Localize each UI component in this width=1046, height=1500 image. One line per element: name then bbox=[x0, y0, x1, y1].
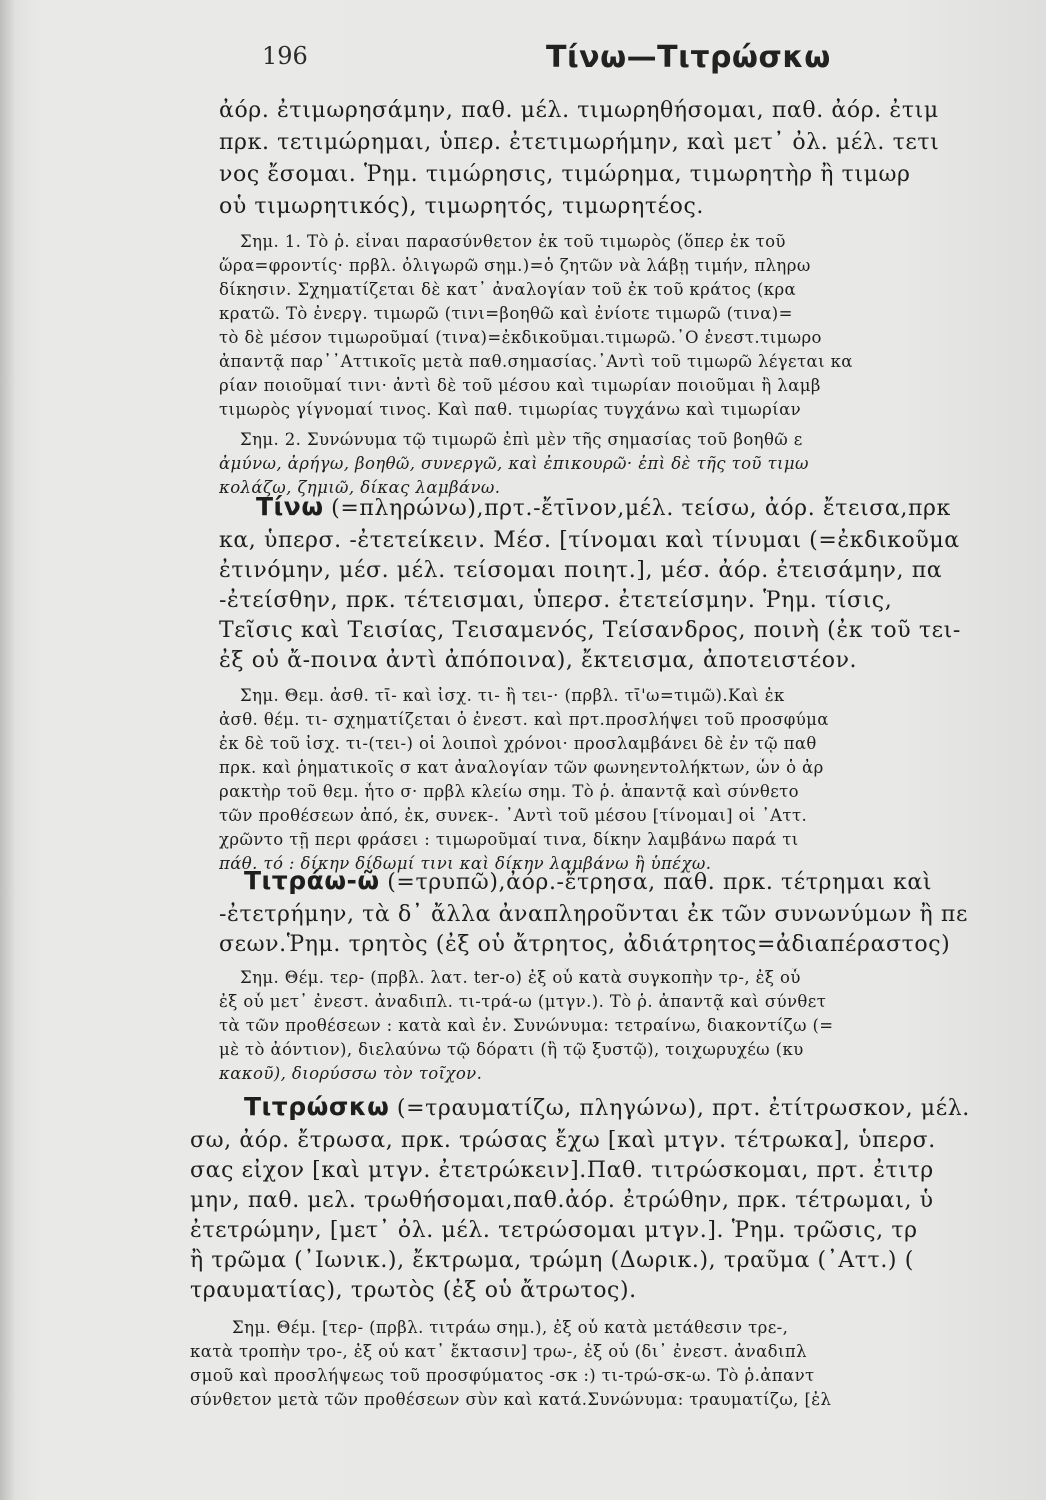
note-line: σμοῦ καὶ προσλήψεως τοῦ προσφύματος -σκ :) τι-τρώ-σκ-ω. Τὸ ῥ.ἀπαντ bbox=[190, 1366, 815, 1385]
note-line: χρῶντο τῇ περι φράσει : τιμωροῦμαί τινα, δίκην λαμβάνω παρά τι bbox=[219, 830, 799, 849]
note-line: Σημ. 2. Συνώνυμα τῷ τιμωρῶ ἐπὶ μὲν τῆς σημασίας τοῦ βοηθῶ ε bbox=[240, 430, 803, 449]
text-line: οὗ τιμωρητικός), τιμωρητός, τιμωρητέος. bbox=[219, 194, 704, 219]
note-line: ρακτὴρ τοῦ θεμ. ἦτο σ· πρβλ κλείω σημ. Τὸ ῥ. ἀπαντᾷ καὶ σύνθετο bbox=[219, 782, 800, 801]
note-line: ὥρα=φροντίς· πρβλ. ὀλιγωρῶ σημ.)=ὁ ζητῶν νὰ λάβῃ τιμήν, πληρω bbox=[219, 256, 811, 275]
note-line: κατὰ τροπὴν τρο-, ἐξ οὗ κατ᾽ ἔκτασιν] τρω-, ἐξ οὗ (δι᾽ ἐνεστ. ἀναδιπλ bbox=[190, 1342, 807, 1361]
text-line: κα, ὑπερσ. -ἐτετείκειν. Μέσ. [τίνομαι καὶ τίνυμαι (=ἐκδικοῦμα bbox=[219, 528, 960, 553]
entry-headword: Τιτράω-ῶ bbox=[244, 866, 380, 895]
note-line: τῶν προθέσεων ἀπό, ἐκ, συνεκ-. ᾽Αντὶ τοῦ μέσου [τίνομαι] οἱ ᾽Αττ. bbox=[219, 806, 808, 825]
text-line: τραυματίας), τρωτὸς (ἐξ οὗ ἄτρωτος). bbox=[190, 1278, 637, 1303]
note-line: μὲ τὸ ἀόντιον), διελαύνω τῷ δόρατι (ἢ τῷ ξυστῷ), τοιχωρυχέω (κυ bbox=[219, 1040, 804, 1059]
text-line: ἢ τρῶμα (᾽Ιωνικ.), ἔκτρωμα, τρώμη (Δωρικ.), τραῦμα (᾽Αττ.) ( bbox=[190, 1248, 914, 1273]
text-line: ἀόρ. ἐτιμωρησάμην, παθ. μέλ. τιμωρηθήσομαι, παθ. ἀόρ. ἐτιμ bbox=[219, 98, 939, 123]
text-line: ἐξ οὗ ἄ-ποινα ἀντὶ ἀπόποινα), ἔκτεισμα, ἀποτειστέον. bbox=[219, 648, 858, 673]
note-line: σύνθετον μετὰ τῶν προθέσεων σὺν καὶ κατά.Συνώνυμα: τραυματίζω, [ἐλ bbox=[190, 1390, 832, 1409]
text-line: Τεῖσις καὶ Τεισίας, Τεισαμενός, Τείσανδρος, ποινὴ (ἐκ τοῦ τει- bbox=[219, 618, 961, 643]
text-line: μην, παθ. μελ. τρωθήσομαι,παθ.ἀόρ. ἐτρώθην, πρκ. τέτρωμαι, ὑ bbox=[190, 1188, 934, 1213]
note-line: Σημ. Θέμ. τερ- (πρβλ. λατ. ter-o) ἐξ οὗ κατὰ συγκοπὴν τρ-, ἐξ οὗ bbox=[240, 968, 801, 987]
note-line: δίκησιν. Σχηματίζεται δὲ κατ᾽ ἀναλογίαν τοῦ ἐκ τοῦ κράτος (κρα bbox=[219, 280, 797, 299]
note-line: κακοῦ), διορύσσω τὸν τοῖχον. bbox=[219, 1064, 483, 1083]
text-line: σας εἶχον [καὶ μτγν. ἐτετρώκειν].Παθ. τιτρώσκομαι, πρτ. ἐτιτρ bbox=[190, 1158, 934, 1183]
page-number: 196 bbox=[262, 42, 308, 70]
text-line: σεων.Ῥημ. τρητὸς (ἐξ οὗ ἄτρητος, ἀδιάτρητος=ἀδιαπέραστος) bbox=[219, 932, 951, 957]
entry-headword: Τιτρώσκω bbox=[244, 1092, 390, 1121]
entry-line-tino: Τίνω (=πληρώνω),πρτ.-ἔτῑνον,μέλ. τείσω, ἀόρ. ἔτεισα,πρκ bbox=[256, 492, 951, 521]
note-line: ρίαν ποιοῦμαί τινι· ἀντὶ δὲ τοῦ μέσου καὶ τιμωρίαν ποιοῦμαι ἢ λαμβ bbox=[219, 376, 821, 395]
note-line: τὸ δὲ μέσον τιμωροῦμαί (τινα)=ἐκδικοῦμαι.τιμωρῶ.᾽Ο ἐνεστ.τιμωρο bbox=[219, 328, 822, 347]
text-line: σω, ἀόρ. ἔτρωσα, πρκ. τρώσας ἔχω [καὶ μτγν. τέτρωκα], ὑπερσ. bbox=[190, 1128, 936, 1153]
note-line: ἐξ οὗ μετ᾽ ἐνεστ. ἀναδιπλ. τι-τρά-ω (μτγν.). Τὸ ῥ. ἀπαντᾷ καὶ σύνθετ bbox=[219, 992, 827, 1011]
note-line: ἀσθ. θέμ. τι- σχηματίζεται ὁ ἐνεστ. καὶ πρτ.προσλήψει τοῦ προσφύμα bbox=[219, 710, 829, 729]
text-line: -ἐτείσθην, πρκ. τέτεισμαι, ὑπερσ. ἐτετείσμην. Ῥημ. τίσις, bbox=[219, 588, 893, 613]
text-line: πρκ. τετιμώρημαι, ὑπερ. ἐτετιμωρήμην, καὶ μετ᾽ ὀλ. μέλ. τετι bbox=[219, 130, 940, 155]
text-line: ἐτετρώμην, [μετ᾽ ὀλ. μέλ. τετρώσομαι μτγν.]. Ῥημ. τρῶσις, τρ bbox=[190, 1218, 918, 1243]
note-line: ἀμύνω, ἀρήγω, βοηθῶ, συνεργῶ, καὶ ἐπικουρῶ· ἐπὶ δὲ τῆς τοῦ τιμω bbox=[219, 454, 809, 473]
note-line: πρκ. καὶ ῥηματικοῖς σ κατ ἀναλογίαν τῶν φωνηεντολήκτων, ὧν ὁ ἀρ bbox=[219, 758, 824, 777]
entry-line-titrosko: Τιτρώσκω (=τραυματίζω, πληγώνω), πρτ. ἐτίτρωσκον, μέλ. bbox=[244, 1092, 970, 1121]
note-line: τιμωρὸς γίγνομαί τινος. Καὶ παθ. τιμωρίας τυγχάνω καὶ τιμωρίαν bbox=[219, 400, 802, 419]
running-head: Τίνω—Τιτρώσκω bbox=[546, 40, 831, 75]
note-line: Σημ. Θεμ. ἀσθ. τῑ- καὶ ἰσχ. τι- ἢ τει-· (πρβλ. τῑ'ω=τιμῶ).Καὶ ἐκ bbox=[240, 686, 785, 705]
text-line: νος ἔσομαι. Ῥημ. τιμώρησις, τιμώρημα, τιμωρητὴρ ἢ τιμωρ bbox=[219, 162, 911, 187]
note-line: κρατῶ. Τὸ ἐνεργ. τιμωρῶ (τινι=βοηθῶ καὶ ἐνίοτε τιμωρῶ (τινα)= bbox=[219, 304, 793, 323]
note-line: Σημ. 1. Τὸ ῥ. εἶναι παρασύνθετον ἐκ τοῦ τιμωρὸς (ὅπερ ἐκ τοῦ bbox=[240, 232, 786, 251]
note-line: ἐκ δὲ τοῦ ἰσχ. τι-(τει-) οἱ λοιποὶ χρόνοι· προσλαμβάνει δὲ ἐν τῷ παθ bbox=[219, 734, 817, 753]
entry-line-titrao: Τιτράω-ῶ (=τρυπῶ),ἀόρ.-ἔτρησα, παθ. πρκ. τέτρημαι καὶ bbox=[244, 866, 933, 895]
note-line: ἀπαντᾷ παρ᾽᾽Αττικοῖς μετὰ παθ.σημασίας.᾽Αντὶ τοῦ τιμωρῶ λέγεται κα bbox=[219, 352, 853, 371]
text-line: ἐτινόμην, μέσ. μέλ. τείσομαι ποιητ.], μέσ. ἀόρ. ἐτεισάμην, πα bbox=[219, 558, 943, 583]
text-line: -ἐτετρήμην, τὰ δ᾽ ἄλλα ἀναπληροῦνται ἐκ τῶν συνωνύμων ἢ πε bbox=[219, 902, 968, 927]
note-line: Σημ. Θέμ. [τερ- (πρβλ. τιτράω σημ.), ἐξ οὗ κατὰ μετάθεσιν τρε-, bbox=[232, 1318, 789, 1337]
entry-headword: Τίνω bbox=[256, 492, 324, 521]
note-line: κολάζω, ζημιῶ, δίκας λαμβάνω. bbox=[219, 478, 501, 497]
note-line: τὰ τῶν προθέσεων : κατὰ καὶ ἐν. Συνώνυμα: τετραίνω, διακοντίζω (= bbox=[219, 1016, 834, 1035]
note-line: πάθ. τό : δίκην δίδωμί τινι καὶ δίκην λαμβάνω ἢ ὑπέχω. bbox=[219, 854, 712, 873]
